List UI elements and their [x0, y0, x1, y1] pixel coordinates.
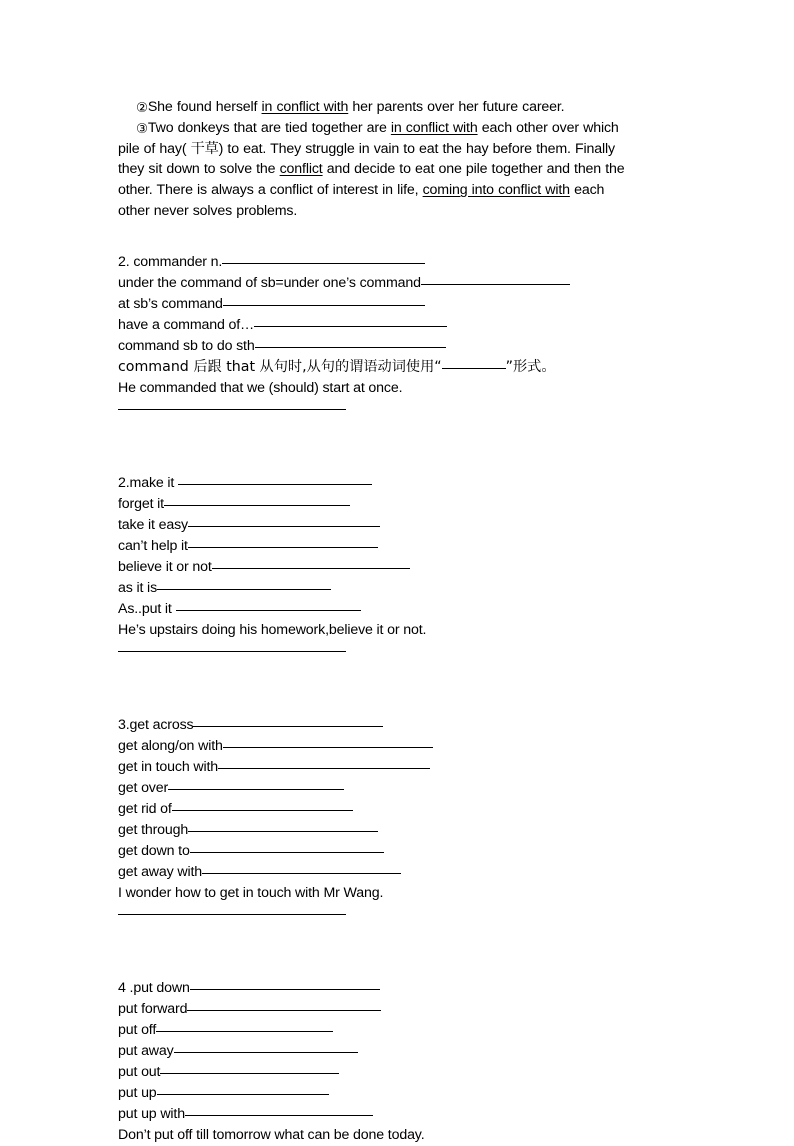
get-0-term: 3.get across — [118, 716, 194, 733]
put-0-entry — [118, 978, 676, 999]
make-it-0-entry — [118, 473, 676, 494]
example-3-line4-before: other. There is always a conflict of interest in life, — [118, 182, 423, 199]
put-6-term: put up with — [118, 1105, 185, 1122]
example-2-underlined-phrase: in conflict with — [261, 99, 349, 115]
put-3-entry — [118, 1041, 676, 1062]
example-3-underlined-phrase: in conflict with — [390, 119, 478, 136]
make-it-6-term: As..put it — [118, 600, 176, 617]
commander-0-blank[interactable] — [222, 252, 425, 264]
put-5-entry — [118, 1083, 676, 1104]
make-it-6-entry — [118, 599, 676, 620]
make-it-6-blank[interactable] — [176, 599, 361, 611]
commander-2-blank[interactable] — [223, 294, 425, 306]
put-2-entry — [118, 1020, 676, 1041]
get-5-term: get through — [118, 821, 189, 838]
put-1-blank[interactable] — [187, 999, 381, 1011]
spacer-1 — [118, 222, 676, 252]
get-4-blank[interactable] — [172, 799, 353, 811]
example-line-2 — [118, 97, 676, 118]
put-2-term: put off — [118, 1021, 157, 1038]
section-put — [118, 978, 676, 1146]
put-1-term: put forward — [118, 1000, 188, 1017]
example-line-3 — [118, 118, 676, 139]
put-example-sentence: Don’t put off till tomorrow what can be done today. — [118, 1126, 425, 1143]
circled-number-3: ③ — [136, 120, 148, 136]
put-4-entry — [118, 1062, 676, 1083]
circled-number-2: ② — [136, 100, 148, 115]
commander-0-term: 2. commander n. — [118, 253, 223, 270]
example-3-line3-after: and decide to eat one pile together and then the — [322, 161, 625, 178]
make-it-2-entry — [118, 515, 676, 536]
get-4-term: get rid of — [118, 800, 172, 817]
commander-1-entry — [118, 273, 676, 294]
commander-2-term: at sb’s command — [118, 295, 223, 312]
commander-note-blank[interactable] — [442, 357, 506, 369]
example-2-text-after: her parents over her future career. — [348, 99, 565, 115]
get-2-entry — [118, 757, 676, 778]
spacer-4 — [118, 938, 676, 978]
get-3-entry — [118, 778, 676, 799]
example-3-line-4 — [118, 180, 676, 201]
make-it-0-term: 2.make it — [118, 474, 179, 491]
commander-0-entry — [118, 252, 676, 273]
answer-rule-after-make-it-row — [118, 641, 676, 675]
make-it-2-blank[interactable] — [188, 515, 380, 527]
make-it-3-entry — [118, 536, 676, 557]
put-2-blank[interactable] — [156, 1020, 333, 1032]
commander-3-entry — [118, 315, 676, 336]
make-it-4-blank[interactable] — [212, 557, 410, 569]
put-0-term: 4 .put down — [118, 979, 190, 996]
commander-4-entry — [118, 336, 676, 357]
example-3-text-before: Two donkeys that are tied together are — [147, 119, 391, 136]
get-7-blank[interactable] — [202, 862, 401, 874]
get-example-sentence: I wonder how to get in touch with Mr Wang. — [118, 884, 384, 901]
make-it-5-entry — [118, 578, 676, 599]
commander-1-term: under the command of sb=under one’s command — [118, 274, 421, 291]
answer-rule-after-commander[interactable] — [118, 409, 346, 410]
get-1-entry — [118, 736, 676, 757]
commander-note-text-before: command 后跟 that 从句时,从句的谓语动词使用“ — [118, 358, 442, 375]
put-0-blank[interactable] — [190, 978, 380, 990]
commander-1-blank[interactable] — [421, 273, 570, 285]
make-it-example-sentence: He’s upstairs doing his homework,believe it or not. — [118, 621, 427, 638]
put-3-term: put away — [118, 1042, 174, 1059]
commander-2-entry — [118, 294, 676, 315]
commander-4-term: command sb to do sth — [118, 337, 255, 354]
get-1-term: get along/on with — [118, 737, 223, 754]
answer-rule-after-get-row — [118, 904, 676, 938]
example-3-line-3 — [118, 159, 676, 180]
example-3-line4-after: each — [569, 182, 605, 199]
example-3-line-5: other never solves problems. — [118, 202, 298, 219]
section-make-it — [118, 473, 676, 641]
get-0-entry — [118, 715, 676, 736]
get-3-blank[interactable] — [168, 778, 344, 790]
make-it-0-blank[interactable] — [178, 473, 372, 485]
section-commander — [118, 252, 676, 399]
spacer-3 — [118, 675, 676, 715]
get-7-entry — [118, 862, 676, 883]
conflict-underlined-word: conflict — [279, 161, 323, 178]
example-2-text-before: She found herself — [147, 99, 262, 115]
make-it-4-entry — [118, 557, 676, 578]
make-it-1-blank[interactable] — [164, 494, 350, 506]
put-6-blank[interactable] — [185, 1104, 373, 1116]
example-3-line-2: pile of hay( 干草) to eat. They struggle in vain to eat the hay before them. Finally — [118, 140, 615, 157]
get-3-term: get over — [118, 779, 169, 796]
commander-3-term: have a command of… — [118, 316, 255, 333]
get-5-entry — [118, 820, 676, 841]
answer-rule-after-commander-row — [118, 399, 676, 433]
put-3-blank[interactable] — [174, 1041, 358, 1053]
make-it-1-term: forget it — [118, 495, 164, 512]
example-3-line3-before: they sit down to solve the — [118, 161, 280, 178]
get-6-term: get down to — [118, 842, 190, 859]
get-0-blank[interactable] — [193, 715, 383, 727]
spacer-2 — [118, 433, 676, 473]
put-4-blank[interactable] — [160, 1062, 339, 1074]
get-1-blank[interactable] — [223, 736, 433, 748]
get-4-entry — [118, 799, 676, 820]
commander-3-blank[interactable] — [254, 315, 447, 327]
answer-rule-after-make-it[interactable] — [118, 651, 346, 652]
conflict-examples-paragraph — [118, 97, 676, 222]
get-6-blank[interactable] — [190, 841, 384, 853]
document-body — [118, 97, 676, 1146]
make-it-3-term: can’t help it — [118, 537, 188, 554]
make-it-5-term: as it is — [118, 579, 158, 596]
put-6-entry — [118, 1104, 676, 1125]
section-get — [118, 715, 676, 904]
put-5-term: put up — [118, 1084, 157, 1101]
make-it-4-term: believe it or not — [118, 558, 212, 575]
commander-example-sentence: He commanded that we (should) start at once. — [118, 379, 403, 396]
make-it-5-blank[interactable] — [157, 578, 331, 590]
commander-4-blank[interactable] — [255, 336, 446, 348]
commander-note-text-after: ”形式。 — [505, 358, 556, 375]
get-2-term: get in touch with — [118, 758, 218, 775]
put-5-blank[interactable] — [157, 1083, 329, 1095]
put-4-term: put out — [118, 1063, 161, 1080]
commander-grammar-note — [118, 357, 676, 378]
get-6-entry — [118, 841, 676, 862]
get-7-term: get away with — [118, 863, 203, 880]
make-it-2-term: take it easy — [118, 516, 188, 533]
put-1-entry — [118, 999, 676, 1020]
example-3-text-after: each other over which — [477, 119, 619, 136]
answer-rule-after-get[interactable] — [118, 914, 346, 915]
get-2-blank[interactable] — [218, 757, 430, 769]
coming-into-conflict-with-underlined: coming into conflict with — [422, 182, 570, 199]
make-it-3-blank[interactable] — [188, 536, 378, 548]
get-5-blank[interactable] — [188, 820, 378, 832]
make-it-1-entry — [118, 494, 676, 515]
